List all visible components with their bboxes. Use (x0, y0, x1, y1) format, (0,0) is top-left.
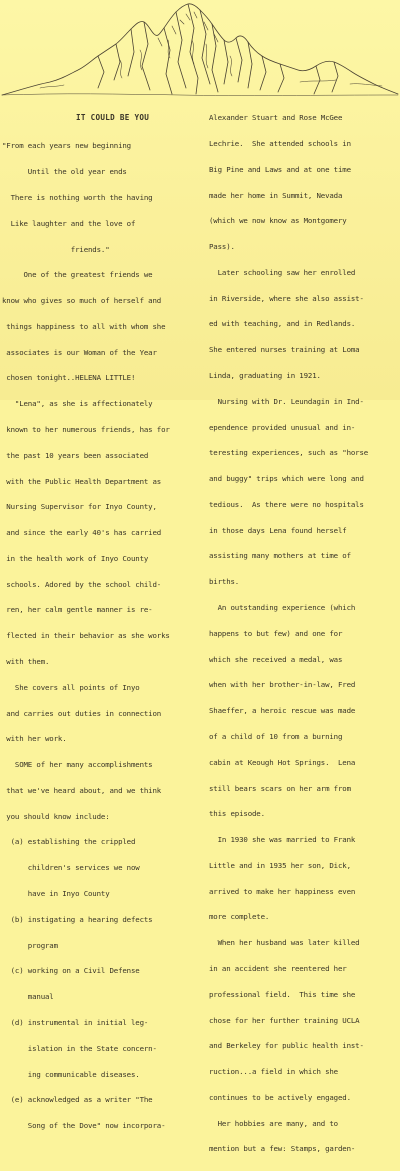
text-line: Until the old year ends (2, 167, 127, 177)
list-item: (c) working on a Civil Defense (2, 966, 140, 976)
text-line: An outstanding experience (which (209, 603, 356, 613)
article-title: IT COULD BE YOU (76, 113, 150, 123)
text-line: Like laughter and the love of (2, 218, 136, 228)
text-line: Her hobbies are many, and to (209, 1118, 338, 1128)
text-line: you should know include: (2, 811, 110, 821)
text-line: Big Pine and Laws and at one time (209, 164, 351, 174)
right-column (209, 97, 399, 1171)
text-line: One of the greatest friends we (2, 270, 153, 280)
list-item: (e) acknowledged as a writer "The (2, 1095, 153, 1105)
text-line: happens to but few) and one for (209, 628, 343, 638)
text-line: chosen tonight..HELENA LITTLE! (2, 373, 136, 383)
text-line: professional field. This time she (209, 989, 356, 999)
text-line: that we've heard about, and we think (2, 785, 162, 795)
list-item: (b) instigating a hearing defects (2, 914, 153, 924)
text-line: Alexander Stuart and Rose McGee (209, 113, 343, 123)
text-line: still bears scars on her arm from (209, 783, 351, 793)
text-line: more complete. (209, 912, 270, 922)
text-line: Lechrie. She attended schools in (209, 138, 351, 148)
list-item: children's services we now (2, 863, 140, 873)
text-line: this episode. (209, 809, 265, 819)
text-line: Linda, graduating in 1921. (209, 371, 321, 380)
text-line: and Berkeley for public health inst- (209, 1041, 364, 1051)
text-line: She entered nurses training at Loma (209, 345, 360, 355)
list-item: ing communicable diseases. (2, 1069, 140, 1079)
list-item: program (2, 940, 58, 950)
text-line: with her work. (2, 734, 67, 744)
text-line: In 1930 she was married to Frank (209, 835, 356, 845)
text-line: ependence provided unusual and in- (209, 422, 356, 432)
text-line: births. (209, 577, 240, 587)
text-line: cabin at Keough Hot Springs. Lena (209, 757, 356, 767)
text-line: assisting many mothers at time of (209, 551, 351, 561)
mountain-sketch (0, 0, 400, 98)
text-line: ren, her calm gentle manner is re- (2, 605, 153, 615)
text-line: and since the early 40's has carried (2, 528, 162, 538)
text-line: ed with teaching, and in Redlands. (209, 319, 356, 329)
text-line: and carries out duties in connection (2, 708, 162, 718)
text-line: Shaeffer, a heroic rescue was made (209, 706, 356, 716)
text-line: the past 10 years been associated (2, 450, 149, 460)
text-line: in an accident she reentered her (209, 963, 347, 973)
left-column (2, 97, 202, 1148)
list-item: islation in the State concern- (2, 1043, 157, 1053)
list-item: (a) establishing the crippled (2, 837, 136, 847)
text-line: When her husband was later killed (209, 938, 360, 948)
text-line: Little and in 1935 her son, Dick, (209, 860, 351, 870)
text-line: tedious. As there were no hospitals (209, 499, 364, 509)
list-item: (d) instrumental in initial leg- (2, 1017, 149, 1027)
list-item: manual (2, 992, 54, 1002)
text-line: things happiness to all with whom she (2, 321, 166, 331)
text-line: SOME of her many accomplishments (2, 760, 153, 770)
text-line: with them. (2, 657, 50, 666)
text-line: continues to be actively engaged. (209, 1092, 351, 1102)
text-line: in those days Lena found herself (209, 525, 347, 535)
text-line: in the health work of Inyo County (2, 553, 149, 563)
text-line: known to her numerous friends, has for (2, 424, 170, 434)
text-line: when with her brother-in-law, Fred (209, 680, 356, 690)
text-line: "Lena", as she is affectionately (2, 399, 153, 409)
text-line: Pass). (209, 242, 235, 252)
text-line: flected in their behavior as she works (2, 631, 170, 641)
text-line: Later schooling saw her enrolled (209, 267, 356, 277)
list-item: Song of the Dove" now incorpora- (2, 1121, 166, 1131)
text-line: associates is our Woman of the Year (2, 347, 157, 357)
text-line: She covers all points of Inyo (2, 682, 140, 692)
text-line: chose for her further training UCLA (209, 1015, 360, 1025)
text-line: arrived to make her happiness even (209, 886, 356, 896)
text-line: schools. Adored by the school child- (2, 579, 162, 589)
text-line: Nursing Supervisor for Inyo County, (2, 502, 157, 512)
text-line: Nursing with Dr. Leundagin in Ind- (209, 396, 364, 406)
text-line: with the Public Health Department as (2, 476, 162, 486)
text-line: teresting experiences, such as "horse (209, 448, 369, 458)
text-line: and buggy" trips which were long and (209, 474, 364, 484)
text-line: ruction...a field in which she (209, 1067, 338, 1077)
text-line: "From each years new beginning (2, 141, 131, 151)
text-line: of a child of 10 from a burning (209, 731, 343, 741)
text-line: know who gives so much of herself and (2, 296, 162, 306)
list-item: have in Inyo County (2, 889, 110, 899)
text-line: in Riverside, where she also assist- (209, 293, 364, 303)
text-line: There is nothing worth the having (2, 192, 153, 202)
text-line: made her home in Summit, Nevada (209, 190, 343, 200)
text-line: which she received a medal, was (209, 654, 343, 664)
text-line: mention but a few: Stamps, garden- (209, 1144, 356, 1154)
text-line: (which we now know as Montgomery (209, 216, 347, 226)
text-line: friends." (2, 244, 110, 254)
